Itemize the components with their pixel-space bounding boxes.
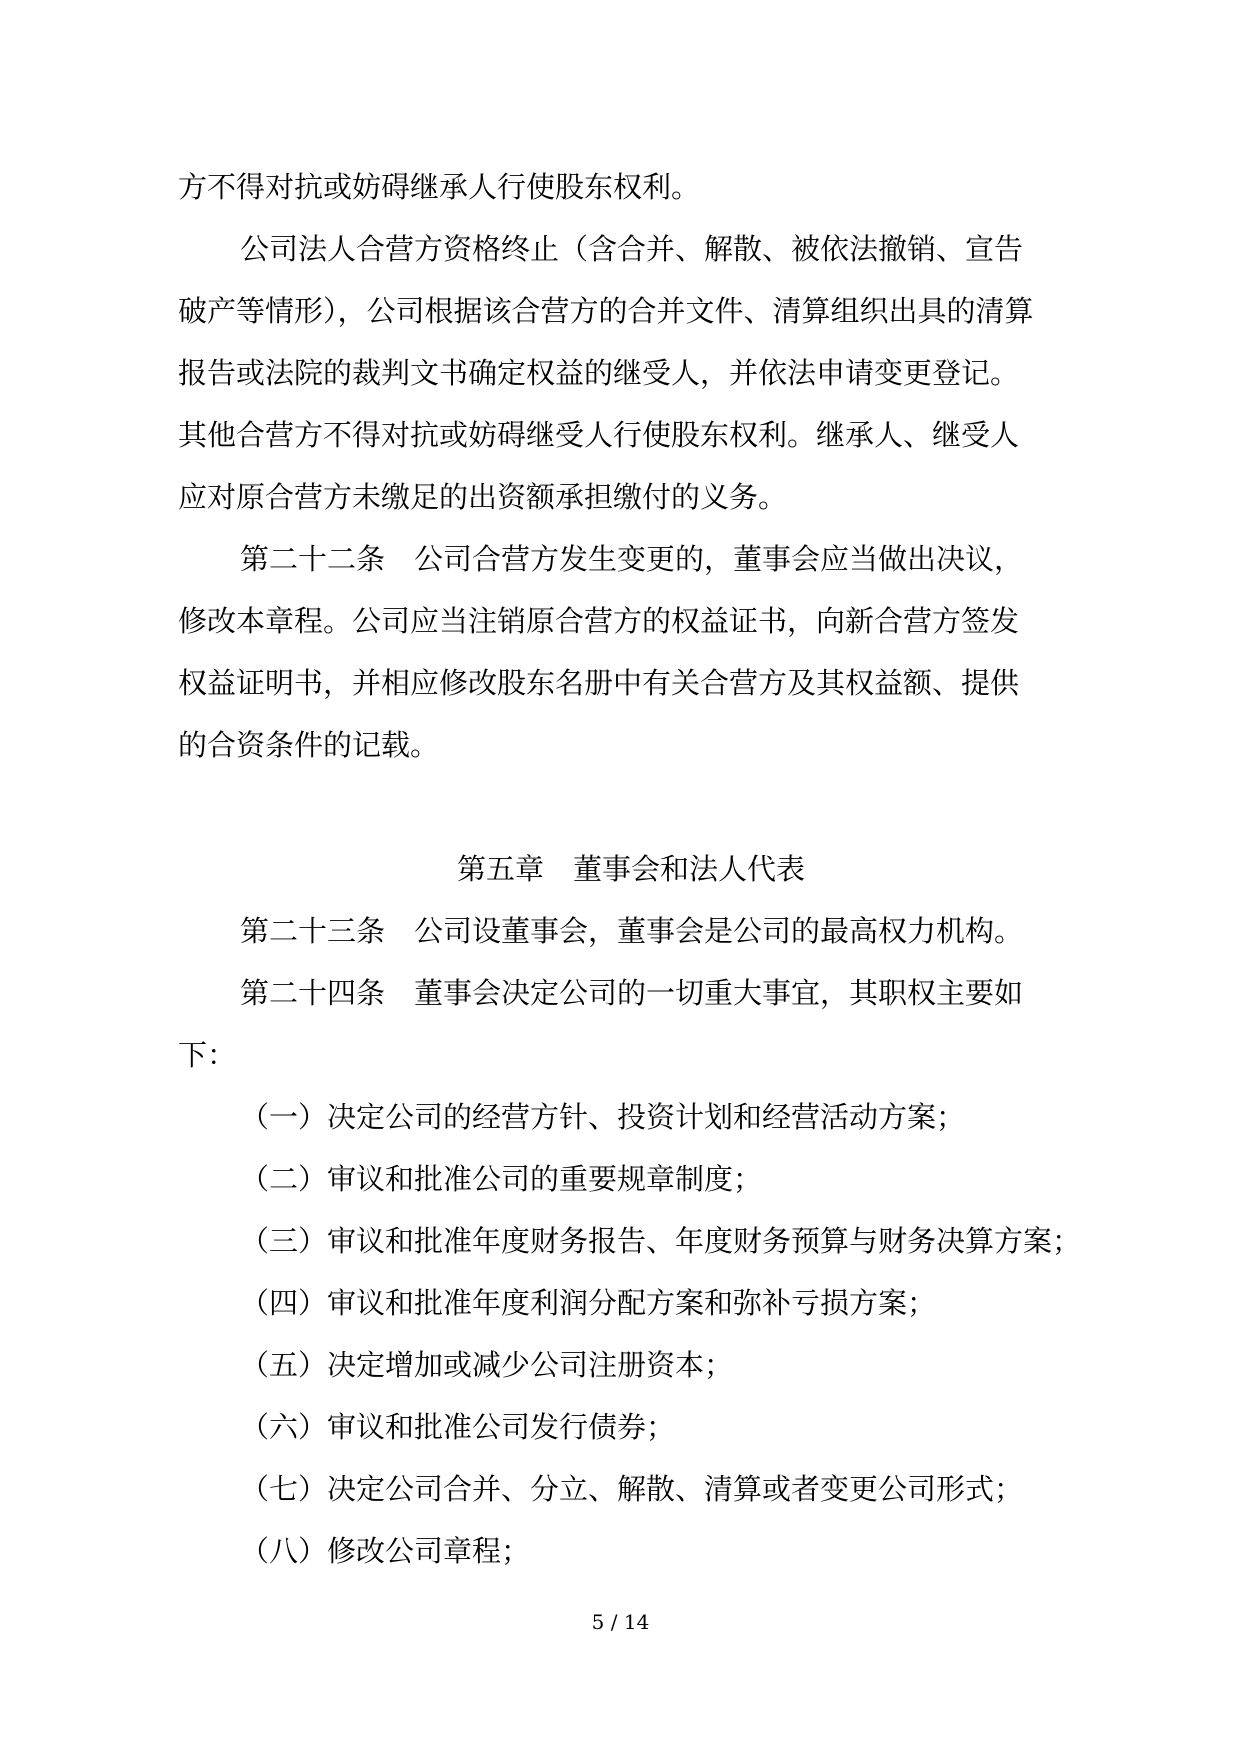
list-item: （八）修改公司章程； [240,1534,531,1568]
text-line: 方不得对抗或妨碍继承人行使股东权利。 [178,170,701,204]
article-23-line: 第二十三条 公司设董事会，董事会是公司的最高权力机构。 [240,914,1024,948]
text-line: 破产等情形），公司根据该合营方的合并文件、清算组织出具的清算 [178,294,1034,328]
article-22-heading-line: 第二十二条 公司合营方发生变更的，董事会应当做出决议， [240,542,1024,576]
chapter-title: 第五章 董事会和法人代表 [456,852,805,886]
text-line: 下： [178,1038,237,1072]
list-item: （六）审议和批准公司发行债券； [240,1410,676,1444]
body-text [178,156,1084,1582]
list-item: （二）审议和批准公司的重要规章制度； [240,1162,763,1196]
text-line: 报告或法院的裁判文书确定权益的继受人，并依法申请变更登记。 [178,356,1020,390]
article-24-line: 第二十四条 董事会决定公司的一切重大事宜，其职权主要如 [240,976,1024,1010]
page-number: 5 / 14 [591,1610,650,1634]
list-item: （三）审议和批准年度财务报告、年度财务预算与财务决算方案； [240,1224,1082,1258]
text-line: 权益证明书，并相应修改股东名册中有关合营方及其权益额、提供 [178,666,1020,700]
list-item: （七）决定公司合并、分立、解散、清算或者变更公司形式； [240,1472,1024,1506]
text-line: 应对原合营方未缴足的出资额承担缴付的义务。 [178,480,788,514]
list-item: （四）审议和批准年度利润分配方案和弥补亏损方案； [240,1286,937,1320]
text-line: 修改本章程。公司应当注销原合营方的权益证书，向新合营方签发 [178,604,1020,638]
text-line: 其他合营方不得对抗或妨碍继受人行使股东权利。继承人、继受人 [178,418,1020,452]
text-line: 的合资条件的记载。 [178,728,440,762]
list-item: （一）决定公司的经营方针、投资计划和经营活动方案； [240,1100,966,1134]
text-line: 公司法人合营方资格终止（含合并、解散、被依法撤销、宣告 [240,232,1024,266]
list-item: （五）决定增加或减少公司注册资本； [240,1348,734,1382]
